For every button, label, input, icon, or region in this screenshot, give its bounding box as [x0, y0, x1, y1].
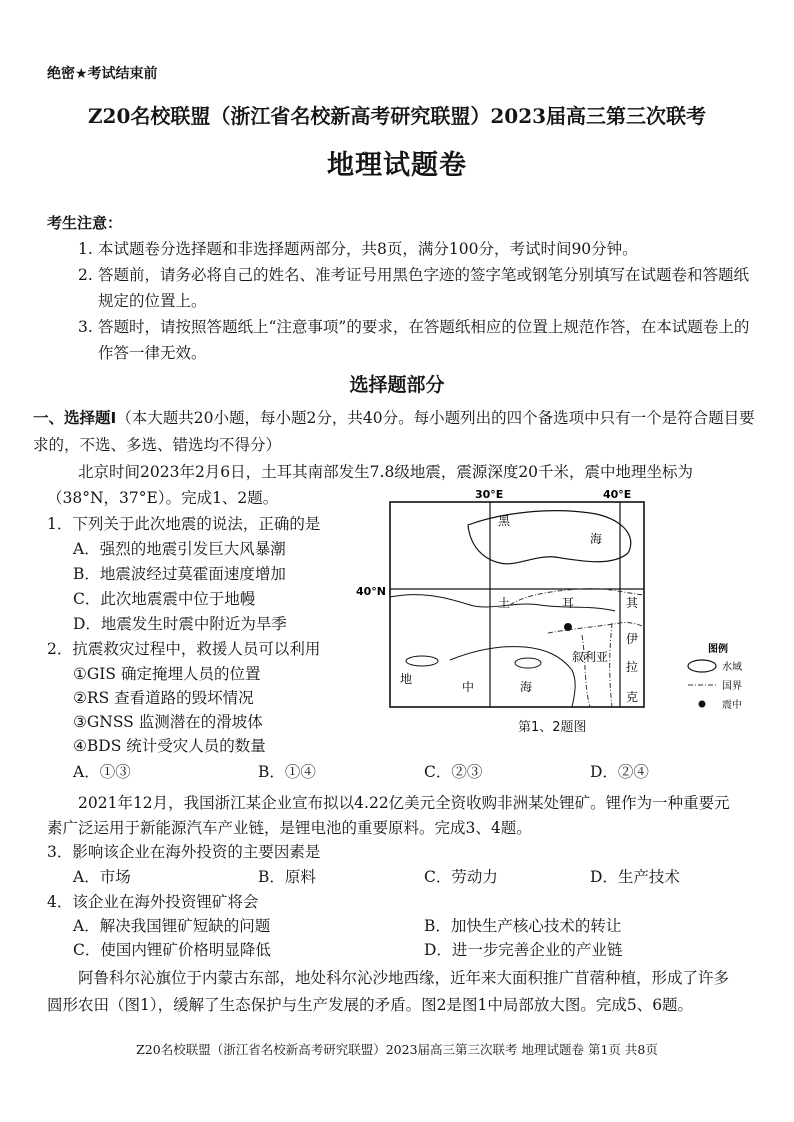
label-black-sea-2: 海 [590, 532, 603, 546]
legend-water: 水域 [722, 662, 742, 673]
label-di: 地 [400, 672, 413, 686]
notice-item-text: 本试题卷分选择题和非选择题两部分，共8页，满分100分，考试时间90分钟。 [98, 240, 638, 258]
question-1-option-d: D．地震发生时震中附近为旱季 [73, 615, 287, 633]
question-2-stem: 2．抗震救灾过程中，救援人员可以利用 [47, 640, 321, 658]
question-3-option-a: A．市场 [73, 868, 131, 886]
label-hai: 海 [520, 680, 533, 694]
confidential-label: 绝密★考试结束前 [47, 66, 158, 82]
question-1-option-a: A．强烈的地震引发巨大风暴潮 [73, 540, 286, 558]
question-1-option-c: C．此次地震震中位于地幔 [73, 590, 256, 608]
passage3-line1: 阿鲁科尔沁旗位于内蒙古东部，地处科尔沁沙地西缘，近年来大面积推广苜蓿种植，形成了许多 [78, 969, 730, 987]
question-3-option-c: C．劳动力 [424, 868, 498, 886]
label-black-sea-1: 黑 [498, 514, 511, 528]
label-zhong: 中 [462, 680, 475, 694]
water-legend-icon [688, 660, 716, 672]
passage3-line2: 圆形农田（图1），缓解了生态保护与生产发展的矛盾。图2是图1中局部放大图。完成5、6题。 [47, 996, 694, 1014]
epicenter-legend-icon [699, 701, 706, 708]
exam-title: Z20名校联盟（浙江省名校新高考研究联盟）2023届高三第三次联考 [87, 104, 707, 128]
notice-item-number: 3. [78, 318, 93, 336]
lon-label-40e: 40°E [603, 488, 632, 501]
question-3-option-b: B．原料 [258, 868, 316, 886]
label-qi: 其 [626, 596, 639, 610]
label-la: 拉 [626, 660, 639, 674]
notice-item-2 [78, 262, 758, 314]
question-4-option-b: B．加快生产核心技术的转让 [424, 917, 622, 935]
question-2-option-d: D．②④ [590, 763, 649, 781]
question-3-option-d: D．生产技术 [590, 868, 680, 886]
earthquake-map [350, 485, 775, 717]
passage1-line2: （38°N，37°E）。完成1、2题。 [47, 489, 279, 507]
label-yi: 伊 [626, 632, 639, 646]
question-2-item-4: ④BDS 统计受灾人员的数量 [73, 737, 266, 755]
legend-epicenter: 震中 [722, 700, 742, 711]
label-ke: 克 [626, 690, 639, 704]
question-3-stem: 3．影响该企业在海外投资的主要因素是 [47, 843, 321, 861]
epicenter-marker [564, 623, 572, 631]
label-tu: 土 [498, 596, 511, 610]
paper-subtitle: 地理试题卷 [327, 150, 467, 181]
notice-item-1 [78, 236, 758, 262]
page-footer: Z20名校联盟（浙江省名校新高考研究联盟）2023届高三第三次联考 地理试题卷 第1页 共8页 [136, 1042, 658, 1057]
legend-border: 国界 [722, 681, 742, 692]
question-1-option-b: B．地震波经过莫霍面速度增加 [73, 565, 286, 583]
notice-item-text: 答题前，请务必将自己的姓名、准考证号用黑色字迹的签字笔或钢笔分别填写在试题卷和答题纸规定的位置上。 [98, 266, 750, 310]
label-er: 耳 [562, 596, 575, 610]
question-2-option-c: C．②③ [424, 763, 483, 781]
question-4-option-d: D．进一步完善企业的产业链 [424, 941, 623, 959]
lat-label-40n: 40°N [356, 585, 387, 598]
question-2-item-3: ③GNSS 监测潜在的滑坡体 [73, 713, 263, 731]
section-title: 选择题部分 [349, 374, 445, 396]
label-syria: 叙利亚 [572, 650, 609, 664]
part1-instructions [33, 405, 763, 459]
map-caption: 第1、2题图 [518, 720, 587, 735]
question-4-option-c: C．使国内锂矿价格明显降低 [73, 941, 271, 959]
question-2-option-a: A．①③ [73, 763, 131, 781]
passage2-line1: 2021年12月，我国浙江某企业宣布拟以4.22亿美元全资收购非洲某处锂矿。锂作为一种重要元 [78, 794, 730, 812]
question-1-stem: 1．下列关于此次地震的说法，正确的是 [47, 515, 321, 533]
notice-item-text: 答题时，请按照答题纸上“注意事项”的要求，在答题纸相应的位置上规范作答，在本试题卷上的作答一律无效。 [98, 318, 750, 362]
question-2-option-b: B．①④ [258, 763, 316, 781]
question-4-option-a: A．解决我国锂矿短缺的问题 [73, 917, 271, 935]
passage2-line2: 素广泛运用于新能源汽车产业链，是锂电池的重要原料。完成3、4题。 [47, 819, 532, 837]
passage1-line1: 北京时间2023年2月6日，土耳其南部发生7.8级地震，震源深度20千米，震中地理坐标为 [78, 463, 694, 481]
lon-label-30e: 30°E [475, 488, 504, 501]
question-2-item-2: ②RS 查看道路的毁坏情况 [73, 689, 254, 707]
part1-text: （本大题共20小题，每小题2分，共40分。每小题列出的四个备选项中只有一个是符合题目要求的，不选、多选、错选均不得分） [33, 409, 755, 454]
notice-item-3 [78, 314, 758, 366]
notice-heading: 考生注意： [47, 214, 123, 232]
part1-label: 一、选择题Ⅰ [33, 409, 117, 427]
question-4-stem: 4．该企业在海外投资锂矿将会 [47, 893, 259, 911]
notice-item-number: 1. [78, 240, 93, 258]
notice-item-number: 2. [78, 266, 93, 284]
question-2-item-1: ①GIS 确定掩埋人员的位置 [73, 665, 261, 683]
legend-title: 图例 [708, 644, 728, 655]
